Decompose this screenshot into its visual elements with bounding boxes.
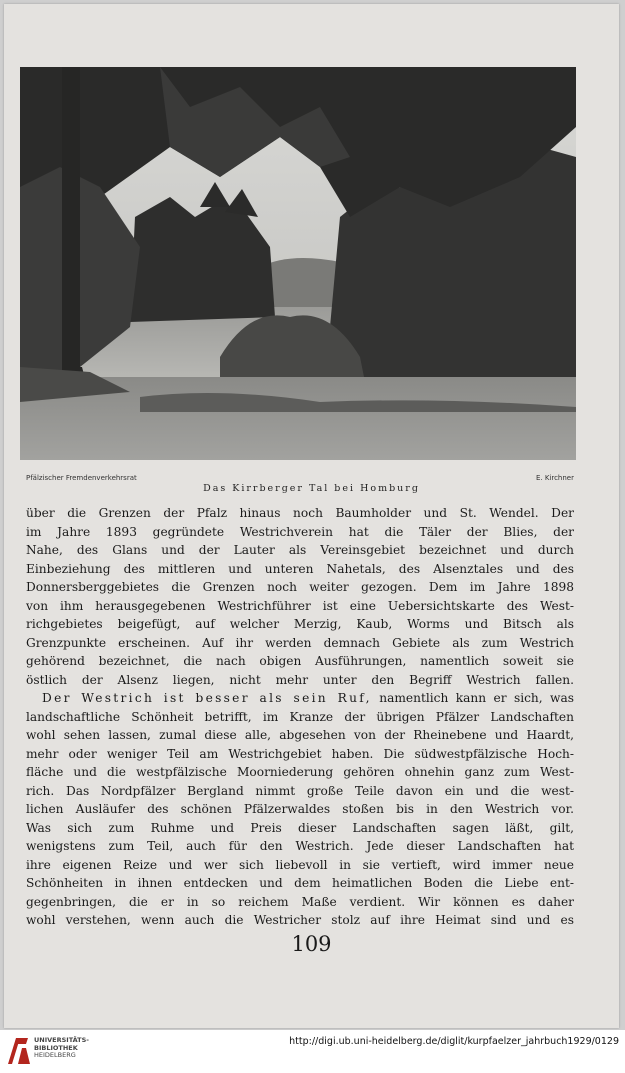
- text-line: Nahe, des Glans und der Lauter als Vereinsgebiet bezeichnet und durch: [26, 543, 574, 557]
- text-line: östlich der Alsenz liegen, nicht mehr unter den Begriff Westrich fallen.: [26, 672, 574, 687]
- text-line: landschaftliche Schönheit betrifft, im Kranze der übrigen Pfälzer Landschaften: [26, 709, 574, 724]
- source-url-link[interactable]: http://digi.ub.uni-heidelberg.de/diglit/kurpfaelzer_jahrbuch1929/0129: [289, 1036, 619, 1047]
- paragraph-2-first-line: [26, 689, 574, 708]
- emphasized-phrase: Der Westrich ist besser als sein Ruf,: [42, 691, 372, 705]
- text-line: lichen Ausläufer des schönen Pfälzerwaldes stoßen bis in den Westrich vor.: [26, 802, 574, 816]
- body-text: [26, 504, 574, 930]
- text-line: gegenbringen, die er in so reichem Maße verdient. Wir können es daher: [26, 894, 574, 909]
- text-line: mehr oder weniger Teil am Westrichgebiet haben. Die südwestpfälzische Hoch-: [26, 746, 574, 761]
- text-line: Grenzpunkte erscheinen. Auf ihr werden demnach Gebiete als zum Westrich: [26, 635, 574, 650]
- landscape-photo: [20, 67, 576, 460]
- text-line: im Jahre 1893 gegründete Westrichverein hat die Täler der Blies, der: [26, 524, 574, 539]
- library-name-line-1: UNIVERSITÄTS-: [34, 1036, 89, 1044]
- text-line: wohl sehen lassen, zumal diese alle, abgesehen von der Rheinebene und Haardt,: [26, 728, 574, 742]
- text-line: Schönheiten in ihnen entdecken und dem heimatlichen Boden die Liebe ent-: [26, 876, 574, 890]
- text-line: gehörend bezeichnet, die nach obigen Ausführungen, namentlich soweit sie: [26, 654, 574, 668]
- footer-bar: [0, 1030, 625, 1073]
- text-line: wenigstens zum Teil, auch für den Westrich. Jede dieser Landschaften hat: [26, 839, 574, 853]
- text-line: fläche und die westpfälzische Moorniederung gehören ohnehin ganz zum West-: [26, 765, 574, 779]
- photo-caption: Das Kirrberger Tal bei Homburg: [203, 483, 420, 494]
- text-line: von ihm herausgegebenen Westrichführer ist eine Uebersichtskarte des West-: [26, 598, 574, 613]
- university-library-logo-icon: [6, 1034, 32, 1066]
- photo-credit-photographer: E. Kirchner: [535, 474, 574, 482]
- library-name: [34, 1037, 89, 1060]
- paragraph-1: [26, 504, 574, 689]
- text-line: rich. Das Nordpfälzer Bergland nimmt große Teile davon ein und die west-: [26, 783, 574, 798]
- text-line: Einbeziehung des mittleren und unteren Nahetals, des Alsenztales und des: [26, 561, 574, 576]
- paragraph-2: [26, 708, 574, 930]
- page-number: 109: [291, 932, 332, 956]
- text-line: über die Grenzen der Pfalz hinaus noch Baumholder und St. Wendel. Der: [26, 506, 574, 520]
- photo-credit-source: Pfälzischer Fremdenverkehrsrat: [26, 474, 137, 482]
- text-line: ihre eigenen Reize und wer sich liebevoll in sie vertieft, wird immer neue: [26, 857, 574, 872]
- landscape-photo-graphic: [20, 67, 576, 460]
- text-line: richgebietes beigefügt, auf welcher Merzig, Kaub, Worms und Bitsch als: [26, 617, 574, 631]
- paragraph-2-first-line-rest: namentlich kann er sich, was: [371, 691, 575, 705]
- library-name-line-3: HEIDELBERG: [34, 1051, 76, 1059]
- text-line: Donnersberggebietes die Grenzen noch weiter gezogen. Dem im Jahre 1898: [26, 580, 574, 594]
- text-line: Was sich zum Ruhme und Preis dieser Landschaften sagen läßt, gilt,: [26, 820, 574, 835]
- book-page: [4, 4, 619, 1028]
- text-line: wohl verstehen, wenn auch die Westricher stolz auf ihre Heimat sind und es: [26, 913, 574, 927]
- library-name-line-2: BIBLIOTHEK: [34, 1043, 78, 1052]
